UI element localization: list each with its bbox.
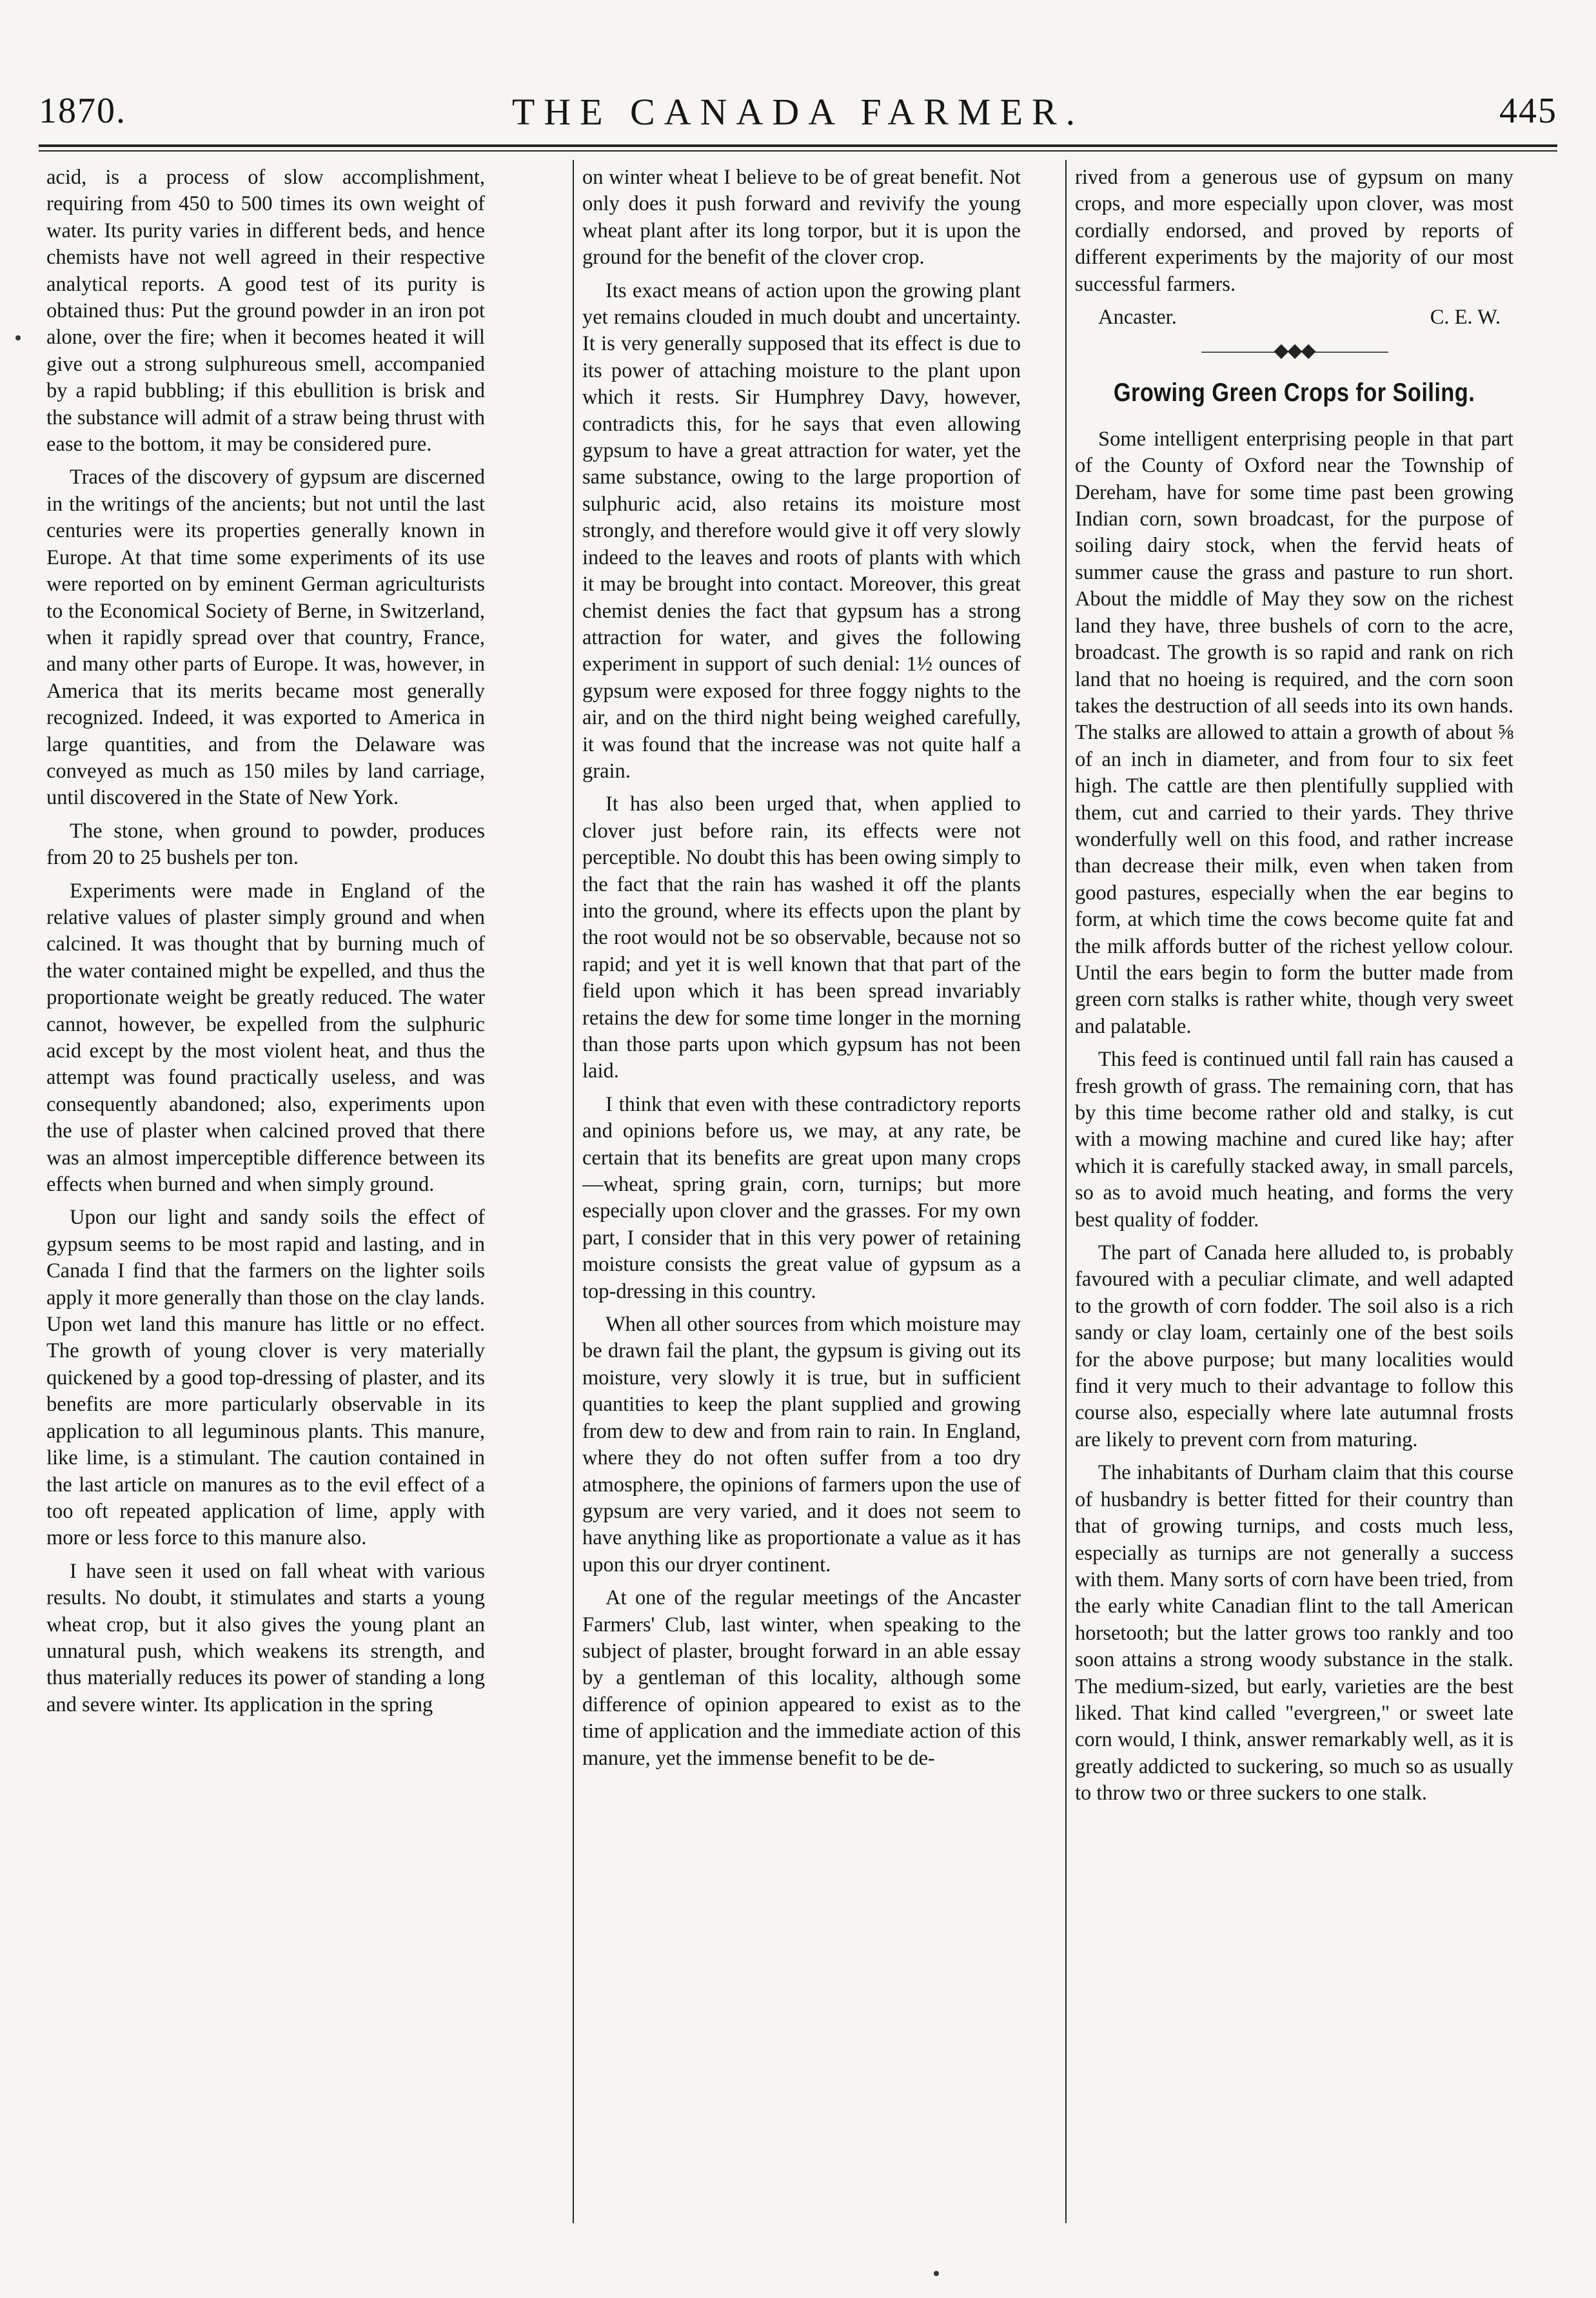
paragraph: Its exact means of action upon the growing plant yet remains clouded in much doubt and uncertainty. It is very generally supposed that its effect is due to its power of attaching moisture to the plant upon which it rests. Sir Humphrey Davy, however, contradicts this, for he says that even allowing gypsum to have a great attraction for water, yet the same substance, owing to the large proportion of sulphuric acid, also retains its moisture most strongly, and therefore would give it off very slowly indeed to the leaves and roots of plants with which it may be brought into contact. Moreover, this great chemist denies the fact that gypsum has a strong attraction for water, and gives the following experiment in support of such denial: 1½ ounces of gypsum were exposed for three foggy nights to the air, and on the third night being weighed carefully, it was found that the increase was not quite half a grain. [582,279,1021,783]
paragraph: rived from a generous use of gypsum on many crops, and more especially upon clover, was most cordially endorsed, and proved by reports of different experiments by the majority of our most successful farmers. [1075,166,1513,296]
text-column-2 [582,164,1021,2260]
paragraph: Some intelligent enterprising people in that part of the County of Oxford near the Township of Dereham, have for some time past been growing Indian corn, sown broadcast, for the purpose of soiling dairy stock, when the fervid heats of summer cause the grass and pasture to run short. About the middle of May they sow on the richest land they have, three bushels of corn to the acre, broadcast. The growth is so rapid and rank on rich land that no hoeing is required, and the corn soon takes the destruction of all seeds into its own hands. The stalks are allowed to attain a growth of about ⅝ of an inch in diameter, and from four to six feet high. The cattle are then plentifully supplied with them, cut and carried to their yards. They thrive wonderfully well on this food, and rather increase than decrease their milk, even when taken from good pastures, especially when the ear begins to form, at which time the cows become quite fat and the milk affords butter of the richest yellow colour. Until the ears begin to form the butter made from green corn stalks is rather white, though very sweet and palatable. [1075,427,1513,1038]
column-divider-1 [573,160,574,2223]
article-signoff [1075,304,1513,331]
issue-year: 1870. [39,91,126,131]
paragraph: When all other sources from which moisture may be drawn fail the plant, the gypsum is giving out its moisture, very slowly it is true, but in sufficient quantities to keep the plant supplied and growing from dew to dew and from rain to rain. In England, where they do not often suffer from a too dry atmosphere, the opinions of farmers upon the use of gypsum are very varied, and it does not seem to have anything like as proportionate a value as it has upon this our dryer continent. [582,1313,1021,1576]
paragraph: At one of the regular meetings of the Ancaster Farmers' Club, last winter, when speaking to the subject of plaster, brought forward in an able essay by a gentleman of this locality, although some difference of opinion appeared to exist as to the time of application and the immediate action of this manure, yet the immense benefit to be de- [582,1586,1021,1770]
paragraph: acid, is a process of slow accomplishment, requiring from 450 to 500 times its own weight of water. Its purity varies in different beds, and hence chemists have not well agreed in their respective analytical reports. A good test of its purity is obtained thus: Put the ground powder in an iron pot alone, over the fire; when it becomes heated it will give out a strong sulphureous smell, accompanied by a rapid bubbling; if this ebullition is brisk and the substance will admit of a straw being thrust with ease to the bottom, it may be considered pure. [46,166,485,457]
paragraph: It has also been urged that, when applied to clover just before rain, its effects were not perceptible. No doubt this has been owing simply to the fact that the rain has washed it off the plants into the ground, where its effects upon the plant by the root would not be so observable, because not so rapid; and yet it is well known that that part of the field upon which it has been spread invariably retains the dew for some time longer in the morning than those parts upon which gypsum has not been laid. [582,792,1021,1083]
text-column-3 [1075,164,1513,2260]
header-rule-thick [39,144,1557,147]
paragraph: Experiments were made in England of the relative values of plaster simply ground and when calcined. It was thought that by burning much of the water contained might be expelled, and thus the proportionate weight be greatly reduced. The water cannot, however, be expelled from the sulphuric acid except by the most violent heat, and thus the attempt was found practically useless, and was consequently abandoned; also, experiments upon the use of plaster when calcined proved that there was an almost imperceptible difference between its effects when burned and when simply ground. [46,879,485,1197]
paragraph: Upon our light and sandy soils the effect of gypsum seems to be most rapid and lasting, and in Canada I find that the farmers on the lighter soils apply it more generally than those on the clay lands. Upon wet land this manure has little or no effect. The growth of young clover is very materially quickened by a good top-dressing of plaster, and its benefits are more particularly observable in its application to all leguminous plants. This manure, like lime, is a stimulant. The caution contained in the last article on manures as to the evil effect of a too oft repeated application of lime, apply with more or less force to this manure also. [46,1206,485,1550]
paragraph: I have seen it used on fall wheat with various results. No doubt, it stimulates and starts a young wheat crop, but it also gives the young plant an unnatural push, which weakens its strength, and thus materially reduces its power of standing a long and severe winter. Its application in the spring [46,1559,485,1716]
publication-title: THE CANADA FARMER. [511,91,1085,133]
ink-speck [934,2271,939,2276]
paragraph: on winter wheat I believe to be of great benefit. Not only does it push forward and revivify the young wheat plant after its long torpor, but it is upon the ground for the benefit of the clover crop. [582,166,1021,270]
paragraph: The inhabitants of Durham claim that this course of husbandry is better fitted for their country than that of growing turnips, and costs much less, especially as turnips are not generally a success with them. Many sorts of corn have been tried, from the early white Canadian flint to the tall American horsetooth; but the latter grows too rankly and too soon attains a strong woody substance in the stalk. The medium-sized, but early, varieties are the best liked. That kind called "evergreen," or sweet late corn would, I think, answer remarkably well, as it is greatly addicted to suckering, so much so as usually to throw two or three suckers to one stalk. [1075,1461,1513,1805]
header-rule-thin [39,150,1557,152]
ink-speck [15,335,21,340]
paragraph: I think that even with these contradictory reports and opinions before us, we may, at any rate, be certain that its benefits are great upon many crops—wheat, spring grain, corn, turnips; but more especially upon clover and the grasses. For my own part, I consider that in this very power of retaining moisture consists the great value of gypsum as a top-dressing in this country. [582,1092,1021,1303]
section-divider-ornament: ————◆◆◆———— [1201,340,1387,362]
signoff-initials: C. E. W. [1430,306,1501,329]
page-number: 445 [1499,91,1557,131]
column-divider-2 [1065,160,1067,2223]
text-column-1 [46,164,485,2260]
signoff-place: Ancaster. [1098,306,1177,329]
paragraph: This feed is continued until fall rain has caused a fresh growth of grass. The remaining corn, that has by this time become rather old and stalky, is cut with a mowing machine and cured like hay; after which it is carefully stacked away, in small parcels, so as to avoid much heating, and forms the very best quality of fodder. [1075,1048,1513,1232]
paragraph: Traces of the discovery of gypsum are discerned in the writings of the ancients; but not until the last centuries were its properties generally known in Europe. At that time some experiments of its use were reported on by eminent German agriculturists to the Economical Society of Berne, in Switzerland, when it rapidly spread over that country, France, and many other parts of Europe. It was, however, in America that its merits became most generally recognized. Indeed, it was exported to America in large quantities, and from the Delaware was conveyed as much as 150 miles by land carriage, until discovered in the State of New York. [46,466,485,810]
paragraph: The stone, when ground to powder, produces from 20 to 25 bushels per ton. [46,819,485,870]
paragraph: The part of Canada here alluded to, is probably favoured with a peculiar climate, and well adapted to the growth of corn fodder. The soil also is a rich sandy or clay loam, certainly one of the best soils for the above purpose; but many localities would find it very much to their advantage to follow this course also, especially where late autumnal frosts are likely to prevent corn from maturing. [1075,1241,1513,1451]
masthead [39,90,1557,142]
article-headline: Growing Green Crops for Soiling. [1113,378,1475,407]
